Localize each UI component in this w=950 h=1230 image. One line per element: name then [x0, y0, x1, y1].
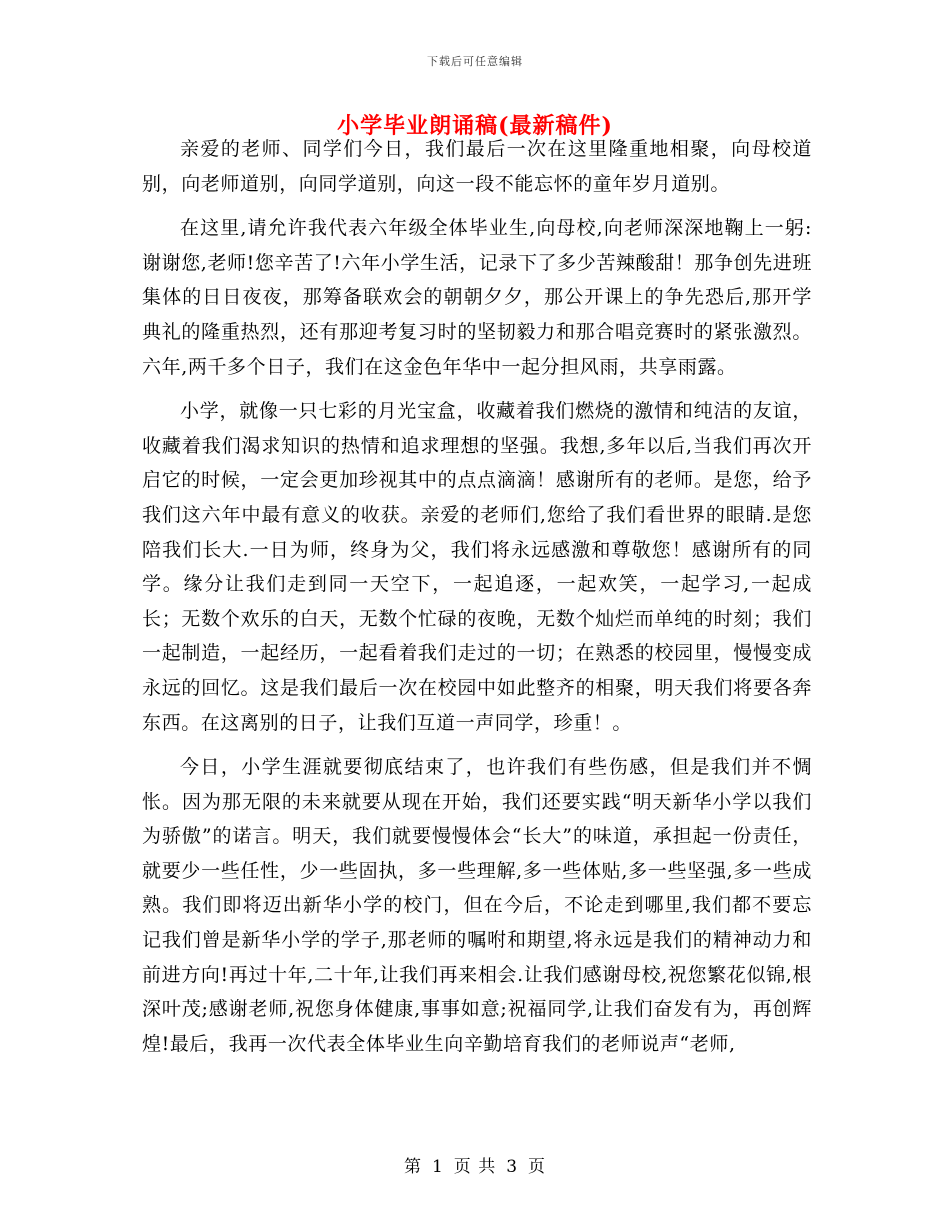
- document-body: [142, 132, 812, 1061]
- paragraph: 在这里,请允许我代表六年级全体毕业生,向母校,向老师深深地鞠上一躬:谢谢您,老师!您辛苦了!六年小学生活，记录下了多少苦辣酸甜！那争创先进班集体的日日夜夜，那筹备联欢会的朝朝夕夕，那公开课上的争先恐后,那开学典礼的隆重热烈，还有那迎考复习时的坚韧毅力和那合唱竞赛时的紧张激烈。六年,两千多个日子，我们在这金色年华中一起分担风雨，共享雨露。: [142, 217, 812, 378]
- footer-prefix: 第: [403, 1157, 422, 1177]
- page-footer: [0, 1152, 950, 1177]
- header-note: 下载后可任意编辑: [427, 55, 523, 68]
- paragraph: 小学，就像一只七彩的月光宝盒，收藏着我们燃烧的激情和纯洁的友谊，收藏着我们渴求知识的热情和追求理想的坚强。我想,多年以后,当我们再次开启它的时候，一定会更加珍视其中的点点滴滴！感谢所有的老师。是您，给予我们这六年中最有意义的收获。亲爱的老师们,您给了我们看世界的眼睛.是您陪我们长大.一日为师，终身为父，我们将永远感激和尊敬您！感谢所有的同学。缘分让我们走到同一天空下，一起追逐，一起欢笑，一起学习,一起成长；无数个欢乐的白天，无数个忙碌的夜晚，无数个灿烂而单纯的时刻；我们一起制造，一起经历，一起看着我们走过的一切；在熟悉的校园里，慢慢变成永远的回忆。这是我们最后一次在校园中如此整齐的相聚，明天我们将要各奔东西。在这离别的日子，让我们互道一声同学，珍重！。: [142, 400, 812, 734]
- paragraph: 今日，小学生涯就要彻底结束了，也许我们有些伤感，但是我们并不惆怅。因为那无限的未来就要从现在开始，我们还要实践“明天新华小学以我们为骄傲”的诺言。明天，我们就要慢慢体会“长大”的味道，承担起一份责任，就要少一些任性，少一些固执，多一些理解,多一些体贴,多一些坚强,多一些成熟。我们即将迈出新华小学的校门，但在今后，不论走到哪里,我们都不要忘记我们曾是新华小学的学子,那老师的嘱咐和期望,将永远是我们的精神动力和前进方向!再过十年,二十年,让我们再来相会.让我们感谢母校,祝您繁花似锦,根深叶茂;感谢老师,祝您身体健康,事事如意;祝福同学,让我们奋发有为，再创辉煌!最后，我再一次代表全体毕业生向辛勤培育我们的老师说声“老师,: [142, 756, 812, 1055]
- paragraph: 亲爱的老师、同学们今日，我们最后一次在这里隆重地相聚，向母校道别，向老师道别，向同学道别，向这一段不能忘怀的童年岁月道别。: [142, 138, 812, 195]
- footer-middle: 页 共: [453, 1157, 497, 1177]
- footer-total-pages: 3: [506, 1157, 519, 1177]
- document-title: 小学毕业朗诵稿(最新稿件): [337, 113, 613, 139]
- footer-suffix: 页: [528, 1157, 547, 1177]
- footer-page-number: 1: [431, 1157, 444, 1177]
